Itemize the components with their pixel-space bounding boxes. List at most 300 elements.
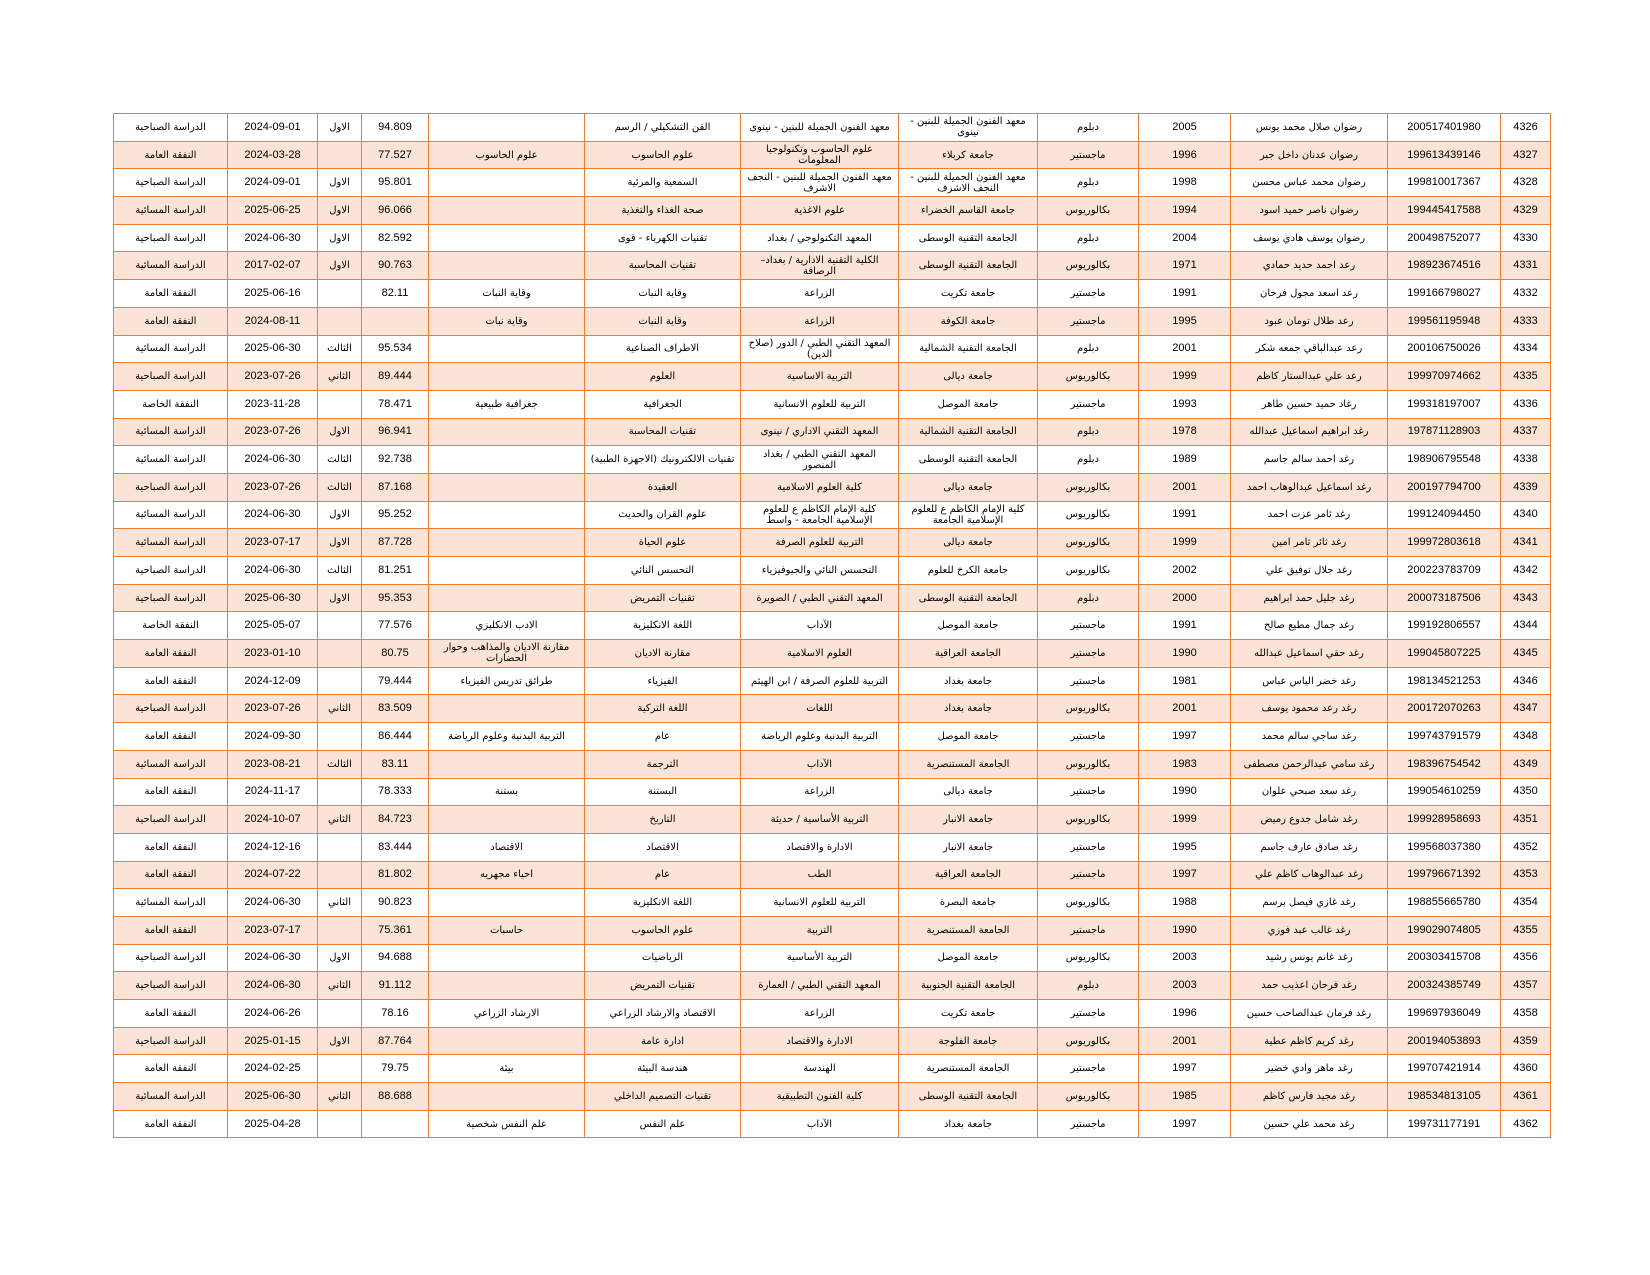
cell-average: 95.252 xyxy=(362,501,429,529)
cell-average: 90.823 xyxy=(362,889,429,917)
table-row xyxy=(114,114,1551,142)
table-row xyxy=(114,335,1551,363)
cell-row-number: 4331 xyxy=(1501,252,1551,280)
cell-college: التربية للعلوم الصرفة xyxy=(741,529,899,557)
cell-rank: الاول xyxy=(318,529,362,557)
cell-degree: بكالوريوس xyxy=(1038,529,1139,557)
cell-degree: دبلوم xyxy=(1038,335,1139,363)
cell-study-type: الدراسة المسائية xyxy=(114,501,228,529)
cell-degree: بكالوريوس xyxy=(1038,944,1139,972)
cell-college: علوم الاغذية xyxy=(741,197,899,225)
cell-college: كلية الإمام الكاظم ع للعلوم الإسلامية الجامعة - واسط xyxy=(741,501,899,529)
cell-row-number: 4349 xyxy=(1501,750,1551,778)
cell-national-id: 200303415708 xyxy=(1388,944,1501,972)
cell-national-id: 199796671392 xyxy=(1388,861,1501,889)
table-row xyxy=(114,778,1551,806)
table-row xyxy=(114,612,1551,640)
cell-specialization: جغرافية طبيعية xyxy=(429,390,585,418)
cell-graduation-date: 2023-07-26 xyxy=(228,695,318,723)
cell-birth-year: 2003 xyxy=(1139,972,1231,1000)
cell-university: الجامعة التقنية الوسطى xyxy=(899,252,1038,280)
cell-rank xyxy=(318,1110,362,1138)
cell-university: جامعة الكرخ للعلوم xyxy=(899,557,1038,585)
cell-rank xyxy=(318,612,362,640)
cell-specialization xyxy=(429,584,585,612)
cell-graduation-date: 2024-09-01 xyxy=(228,169,318,197)
cell-row-number: 4354 xyxy=(1501,889,1551,917)
cell-average: 81.802 xyxy=(362,861,429,889)
cell-university: جامعة الانبار xyxy=(899,833,1038,861)
cell-specialization xyxy=(429,557,585,585)
cell-national-id: 198134521253 xyxy=(1388,667,1501,695)
cell-birth-year: 1997 xyxy=(1139,861,1231,889)
cell-department: الاطراف الصناعية xyxy=(585,335,741,363)
cell-degree: ماجستير xyxy=(1038,640,1139,668)
cell-graduation-date: 2025-04-28 xyxy=(228,1110,318,1138)
cell-row-number: 4336 xyxy=(1501,390,1551,418)
cell-birth-year: 1991 xyxy=(1139,612,1231,640)
table-row xyxy=(114,169,1551,197)
cell-degree: بكالوريوس xyxy=(1038,363,1139,391)
cell-average: 90.763 xyxy=(362,252,429,280)
cell-graduation-date: 2024-06-30 xyxy=(228,944,318,972)
cell-study-type: النفقة العامة xyxy=(114,723,228,751)
cell-full-name: رغد جليل حمد ابراهيم xyxy=(1231,584,1388,612)
cell-college: التربية للعلوم الصرفة / ابن الهيثم xyxy=(741,667,899,695)
cell-birth-year: 2005 xyxy=(1139,114,1231,142)
cell-college: الآداب xyxy=(741,612,899,640)
cell-specialization xyxy=(429,224,585,252)
cell-birth-year: 1991 xyxy=(1139,280,1231,308)
cell-average: 92.738 xyxy=(362,446,429,474)
cell-rank: الاول xyxy=(318,584,362,612)
cell-university: جامعة الموصل xyxy=(899,612,1038,640)
cell-national-id: 200073187506 xyxy=(1388,584,1501,612)
cell-department: صحة الغذاء والتغذية xyxy=(585,197,741,225)
cell-row-number: 4342 xyxy=(1501,557,1551,585)
cell-graduation-date: 2025-06-16 xyxy=(228,280,318,308)
document-page xyxy=(113,113,1550,1138)
cell-national-id: 199054610259 xyxy=(1388,778,1501,806)
cell-birth-year: 1990 xyxy=(1139,916,1231,944)
cell-graduation-date: 2025-05-07 xyxy=(228,612,318,640)
cell-department: الفن التشكيلي / الرسم xyxy=(585,114,741,142)
cell-graduation-date: 2023-07-17 xyxy=(228,916,318,944)
cell-college: اللغات xyxy=(741,695,899,723)
cell-specialization xyxy=(429,252,585,280)
table-row xyxy=(114,224,1551,252)
cell-department: علم النفس xyxy=(585,1110,741,1138)
table-row xyxy=(114,473,1551,501)
cell-rank xyxy=(318,307,362,335)
cell-department: علوم الحاسوب xyxy=(585,916,741,944)
cell-average: 78.471 xyxy=(362,390,429,418)
cell-specialization: حاسبات xyxy=(429,916,585,944)
cell-national-id: 200172070263 xyxy=(1388,695,1501,723)
cell-university: الجامعة التقنية الوسطى xyxy=(899,446,1038,474)
cell-college: الزراعة xyxy=(741,307,899,335)
table-row xyxy=(114,806,1551,834)
cell-university: كلية الإمام الكاظم ع للعلوم الإسلامية الجامعة xyxy=(899,501,1038,529)
cell-row-number: 4348 xyxy=(1501,723,1551,751)
cell-college: التربية xyxy=(741,916,899,944)
cell-university: جامعة بغداد xyxy=(899,1110,1038,1138)
cell-college: الآداب xyxy=(741,750,899,778)
cell-average: 94.809 xyxy=(362,114,429,142)
cell-graduation-date: 2024-06-30 xyxy=(228,501,318,529)
cell-birth-year: 1994 xyxy=(1139,197,1231,225)
cell-study-type: الدراسة الصباحية xyxy=(114,584,228,612)
cell-study-type: النفقة العامة xyxy=(114,280,228,308)
cell-full-name: رغد محمد علي حسين xyxy=(1231,1110,1388,1138)
cell-rank: الاول xyxy=(318,418,362,446)
cell-study-type: النفقة العامة xyxy=(114,667,228,695)
cell-college: علوم الحاسوب وتكنولوجيا المعلومات xyxy=(741,141,899,169)
table-row xyxy=(114,307,1551,335)
cell-specialization: طرائق تدريس الفيزياء xyxy=(429,667,585,695)
cell-study-type: الدراسة الصباحية xyxy=(114,557,228,585)
cell-degree: بكالوريوس xyxy=(1038,501,1139,529)
cell-specialization xyxy=(429,169,585,197)
cell-birth-year: 2003 xyxy=(1139,944,1231,972)
cell-graduation-date: 2024-06-30 xyxy=(228,972,318,1000)
cell-degree: بكالوريوس xyxy=(1038,889,1139,917)
cell-study-type: الدراسة المسائية xyxy=(114,529,228,557)
cell-college: العلوم الاسلامية xyxy=(741,640,899,668)
cell-national-id: 199743791579 xyxy=(1388,723,1501,751)
cell-specialization: الادب الانكليزي xyxy=(429,612,585,640)
cell-birth-year: 1988 xyxy=(1139,889,1231,917)
cell-average: 82.592 xyxy=(362,224,429,252)
table-row xyxy=(114,861,1551,889)
cell-national-id: 199318197007 xyxy=(1388,390,1501,418)
cell-college: الزراعة xyxy=(741,280,899,308)
cell-specialization: بيئة xyxy=(429,1055,585,1083)
cell-study-type: النفقة العامة xyxy=(114,833,228,861)
cell-graduation-date: 2024-06-30 xyxy=(228,224,318,252)
cell-degree: ماجستير xyxy=(1038,612,1139,640)
cell-department: تقنيات الالكترونيك (الاجهزة الطبية) xyxy=(585,446,741,474)
cell-birth-year: 1985 xyxy=(1139,1083,1231,1111)
cell-graduation-date: 2024-08-11 xyxy=(228,307,318,335)
cell-department: التحسس النائي xyxy=(585,557,741,585)
cell-degree: ماجستير xyxy=(1038,723,1139,751)
cell-average: 77.576 xyxy=(362,612,429,640)
cell-university: جامعة تكريت xyxy=(899,280,1038,308)
cell-full-name: رضوان ناصر حميد اسود xyxy=(1231,197,1388,225)
cell-full-name: رغد سامي عبدالرحمن مصطفى xyxy=(1231,750,1388,778)
table-row xyxy=(114,1083,1551,1111)
cell-study-type: النفقة العامة xyxy=(114,1000,228,1028)
cell-department: الترجمة xyxy=(585,750,741,778)
cell-specialization xyxy=(429,501,585,529)
cell-university: معهد الفنون الجميلة للبنين - نينوى xyxy=(899,114,1038,142)
table-row xyxy=(114,1055,1551,1083)
cell-degree: ماجستير xyxy=(1038,390,1139,418)
cell-department: الفيزياء xyxy=(585,667,741,695)
cell-university: الجامعة المستنصرية xyxy=(899,750,1038,778)
cell-degree: بكالوريوس xyxy=(1038,750,1139,778)
cell-degree: ماجستير xyxy=(1038,916,1139,944)
cell-rank xyxy=(318,861,362,889)
cell-row-number: 4338 xyxy=(1501,446,1551,474)
cell-birth-year: 1997 xyxy=(1139,723,1231,751)
cell-university: جامعة القاسم الخضراء xyxy=(899,197,1038,225)
cell-national-id: 200194053893 xyxy=(1388,1027,1501,1055)
table-row xyxy=(114,501,1551,529)
cell-row-number: 4350 xyxy=(1501,778,1551,806)
cell-birth-year: 2001 xyxy=(1139,473,1231,501)
cell-rank xyxy=(318,833,362,861)
cell-degree: بكالوريوس xyxy=(1038,1083,1139,1111)
cell-row-number: 4339 xyxy=(1501,473,1551,501)
cell-college: كلية الفنون التطبيقية xyxy=(741,1083,899,1111)
cell-college: المعهد التقني الطبي / الدور (صلاح الدين) xyxy=(741,335,899,363)
cell-full-name: رغد ابراهيم اسماعيل عبدالله xyxy=(1231,418,1388,446)
cell-college: الهندسة xyxy=(741,1055,899,1083)
cell-row-number: 4351 xyxy=(1501,806,1551,834)
cell-specialization xyxy=(429,446,585,474)
cell-university: جامعة ديالى xyxy=(899,473,1038,501)
table-row xyxy=(114,833,1551,861)
table-row xyxy=(114,418,1551,446)
cell-average: 95.801 xyxy=(362,169,429,197)
cell-full-name: رغد خضر الياس عباس xyxy=(1231,667,1388,695)
cell-graduation-date: 2023-07-26 xyxy=(228,473,318,501)
cell-university: جامعة الموصل xyxy=(899,944,1038,972)
cell-degree: ماجستير xyxy=(1038,1110,1139,1138)
cell-department: تقنيات الكهرباء - قوى xyxy=(585,224,741,252)
cell-study-type: الدراسة الصباحية xyxy=(114,224,228,252)
cell-row-number: 4357 xyxy=(1501,972,1551,1000)
cell-study-type: الدراسة المسائية xyxy=(114,197,228,225)
cell-rank: الاول xyxy=(318,224,362,252)
cell-rank xyxy=(318,141,362,169)
cell-college: المعهد التقني الطبي / الصويرة xyxy=(741,584,899,612)
cell-graduation-date: 2024-06-30 xyxy=(228,889,318,917)
cell-department: الاقتصاد xyxy=(585,833,741,861)
cell-college: التربية الأساسية / حديثة xyxy=(741,806,899,834)
cell-specialization xyxy=(429,972,585,1000)
cell-university: الجامعة التقنية الجنوبية xyxy=(899,972,1038,1000)
cell-graduation-date: 2023-08-21 xyxy=(228,750,318,778)
cell-row-number: 4356 xyxy=(1501,944,1551,972)
cell-graduation-date: 2024-06-26 xyxy=(228,1000,318,1028)
cell-college: الطب xyxy=(741,861,899,889)
cell-graduation-date: 2023-07-17 xyxy=(228,529,318,557)
cell-rank: الثاني xyxy=(318,889,362,917)
cell-average: 81.251 xyxy=(362,557,429,585)
cell-rank xyxy=(318,723,362,751)
cell-specialization xyxy=(429,529,585,557)
cell-study-type: النفقة العامة xyxy=(114,307,228,335)
table-row xyxy=(114,197,1551,225)
cell-national-id: 199970974662 xyxy=(1388,363,1501,391)
cell-university: الجامعة العراقية xyxy=(899,861,1038,889)
cell-specialization xyxy=(429,335,585,363)
cell-rank: الثالث xyxy=(318,750,362,778)
cell-average: 96.066 xyxy=(362,197,429,225)
cell-study-type: الدراسة الصباحية xyxy=(114,169,228,197)
cell-birth-year: 1990 xyxy=(1139,778,1231,806)
cell-degree: بكالوريوس xyxy=(1038,197,1139,225)
cell-rank: الاول xyxy=(318,944,362,972)
cell-birth-year: 1981 xyxy=(1139,667,1231,695)
cell-department: العلوم xyxy=(585,363,741,391)
cell-birth-year: 1978 xyxy=(1139,418,1231,446)
table-body xyxy=(114,114,1551,1138)
cell-department: اللغة التركية xyxy=(585,695,741,723)
cell-full-name: رضوان محمد عباس محسن xyxy=(1231,169,1388,197)
cell-university: جامعة تكريت xyxy=(899,1000,1038,1028)
cell-degree: ماجستير xyxy=(1038,307,1139,335)
cell-degree: دبلوم xyxy=(1038,224,1139,252)
cell-average: 87.728 xyxy=(362,529,429,557)
cell-national-id: 199045807225 xyxy=(1388,640,1501,668)
cell-university: الجامعة التقنية الوسطى xyxy=(899,584,1038,612)
cell-full-name: رغد غازي فيصل برسم xyxy=(1231,889,1388,917)
cell-full-name: رغد سعد صبحي علوان xyxy=(1231,778,1388,806)
cell-specialization: الاقتصاد xyxy=(429,833,585,861)
cell-full-name: رغد مجيد فارس كاظم xyxy=(1231,1083,1388,1111)
cell-full-name: رغد رعد محمود يوسف xyxy=(1231,695,1388,723)
cell-specialization xyxy=(429,114,585,142)
cell-national-id: 199707421914 xyxy=(1388,1055,1501,1083)
cell-national-id: 199124094450 xyxy=(1388,501,1501,529)
cell-degree: بكالوريوس xyxy=(1038,695,1139,723)
cell-specialization xyxy=(429,418,585,446)
cell-study-type: الدراسة الصباحية xyxy=(114,695,228,723)
cell-row-number: 4329 xyxy=(1501,197,1551,225)
cell-graduation-date: 2024-06-30 xyxy=(228,557,318,585)
cell-specialization xyxy=(429,1083,585,1111)
cell-average: 78.16 xyxy=(362,1000,429,1028)
cell-full-name: رغد ثامر عزت احمد xyxy=(1231,501,1388,529)
cell-graduation-date: 2025-01-15 xyxy=(228,1027,318,1055)
cell-birth-year: 1983 xyxy=(1139,750,1231,778)
cell-full-name: رغد غانم يونس رشيد xyxy=(1231,944,1388,972)
cell-rank: الاول xyxy=(318,1027,362,1055)
cell-study-type: الدراسة المسائية xyxy=(114,750,228,778)
cell-college: الادارة والاقتصاد xyxy=(741,1027,899,1055)
cell-national-id: 199613439146 xyxy=(1388,141,1501,169)
cell-degree: بكالوريوس xyxy=(1038,473,1139,501)
cell-university: جامعة الفلوجة xyxy=(899,1027,1038,1055)
cell-row-number: 4326 xyxy=(1501,114,1551,142)
cell-full-name: رغد شامل جدوع رميض xyxy=(1231,806,1388,834)
cell-full-name: رغاد حميد حسين طاهر xyxy=(1231,390,1388,418)
cell-study-type: النفقة العامة xyxy=(114,861,228,889)
cell-department: ادارة عامة xyxy=(585,1027,741,1055)
cell-average: 79.75 xyxy=(362,1055,429,1083)
cell-row-number: 4355 xyxy=(1501,916,1551,944)
cell-row-number: 4330 xyxy=(1501,224,1551,252)
table-row xyxy=(114,750,1551,778)
cell-national-id: 199445417588 xyxy=(1388,197,1501,225)
cell-graduation-date: 2023-01-10 xyxy=(228,640,318,668)
cell-degree: بكالوريوس xyxy=(1038,806,1139,834)
cell-birth-year: 2001 xyxy=(1139,1027,1231,1055)
cell-rank xyxy=(318,280,362,308)
cell-degree: دبلوم xyxy=(1038,972,1139,1000)
cell-graduation-date: 2025-06-30 xyxy=(228,335,318,363)
cell-row-number: 4347 xyxy=(1501,695,1551,723)
cell-department: وقاية النبات xyxy=(585,280,741,308)
cell-graduation-date: 2023-11-28 xyxy=(228,390,318,418)
cell-college: المعهد التقني الطبي / بغداد المنصور xyxy=(741,446,899,474)
cell-university: جامعة ديالى xyxy=(899,529,1038,557)
cell-department: الجغرافية xyxy=(585,390,741,418)
table-row xyxy=(114,363,1551,391)
cell-average: 95.534 xyxy=(362,335,429,363)
cell-row-number: 4333 xyxy=(1501,307,1551,335)
cell-birth-year: 1997 xyxy=(1139,1110,1231,1138)
cell-full-name: رعد عبدالباقي جمعه شكر xyxy=(1231,335,1388,363)
cell-national-id: 198534813105 xyxy=(1388,1083,1501,1111)
cell-degree: ماجستير xyxy=(1038,778,1139,806)
cell-row-number: 4362 xyxy=(1501,1110,1551,1138)
cell-college: التربية الاساسية xyxy=(741,363,899,391)
cell-rank: الثالث xyxy=(318,335,362,363)
cell-row-number: 4346 xyxy=(1501,667,1551,695)
cell-graduation-date: 2024-02-25 xyxy=(228,1055,318,1083)
cell-full-name: رضوان عدنان داخل جبر xyxy=(1231,141,1388,169)
cell-department: السمعية والمرئية xyxy=(585,169,741,197)
cell-row-number: 4337 xyxy=(1501,418,1551,446)
cell-degree: ماجستير xyxy=(1038,1055,1139,1083)
cell-average: 83.11 xyxy=(362,750,429,778)
cell-study-type: الدراسة الصباحية xyxy=(114,363,228,391)
cell-birth-year: 1995 xyxy=(1139,307,1231,335)
cell-rank: الثالث xyxy=(318,473,362,501)
cell-degree: بكالوريوس xyxy=(1038,252,1139,280)
cell-average: 91.112 xyxy=(362,972,429,1000)
table-row xyxy=(114,1000,1551,1028)
cell-birth-year: 1996 xyxy=(1139,1000,1231,1028)
cell-university: جامعة كربلاء xyxy=(899,141,1038,169)
cell-department: التاريخ xyxy=(585,806,741,834)
cell-graduation-date: 2025-06-25 xyxy=(228,197,318,225)
cell-study-type: النفقة الخاصة xyxy=(114,612,228,640)
cell-department: الاقتصاد والارشاد الزراعي xyxy=(585,1000,741,1028)
cell-university: الجامعة العراقية xyxy=(899,640,1038,668)
cell-specialization xyxy=(429,1027,585,1055)
cell-row-number: 4335 xyxy=(1501,363,1551,391)
cell-graduation-date: 2024-07-22 xyxy=(228,861,318,889)
cell-graduation-date: 2023-07-26 xyxy=(228,418,318,446)
cell-birth-year: 1998 xyxy=(1139,169,1231,197)
cell-department: تقنيات المحاسبة xyxy=(585,252,741,280)
cell-graduation-date: 2024-06-30 xyxy=(228,446,318,474)
cell-row-number: 4328 xyxy=(1501,169,1551,197)
cell-specialization xyxy=(429,889,585,917)
cell-graduation-date: 2017-02-07 xyxy=(228,252,318,280)
cell-university: جامعة بغداد xyxy=(899,695,1038,723)
cell-national-id: 200517401980 xyxy=(1388,114,1501,142)
cell-average: 83.509 xyxy=(362,695,429,723)
cell-college: التربية للعلوم الانسانية xyxy=(741,889,899,917)
cell-national-id: 197871128903 xyxy=(1388,418,1501,446)
cell-department: البستنة xyxy=(585,778,741,806)
cell-birth-year: 1990 xyxy=(1139,640,1231,668)
cell-birth-year: 2000 xyxy=(1139,584,1231,612)
cell-college: التربية للعلوم الانسانية xyxy=(741,390,899,418)
cell-specialization: التربية البدنية وعلوم الرياضة xyxy=(429,723,585,751)
cell-rank: الاول xyxy=(318,197,362,225)
cell-average: 80.75 xyxy=(362,640,429,668)
cell-full-name: رغد فرحان اعذيب حمد xyxy=(1231,972,1388,1000)
cell-specialization xyxy=(429,695,585,723)
